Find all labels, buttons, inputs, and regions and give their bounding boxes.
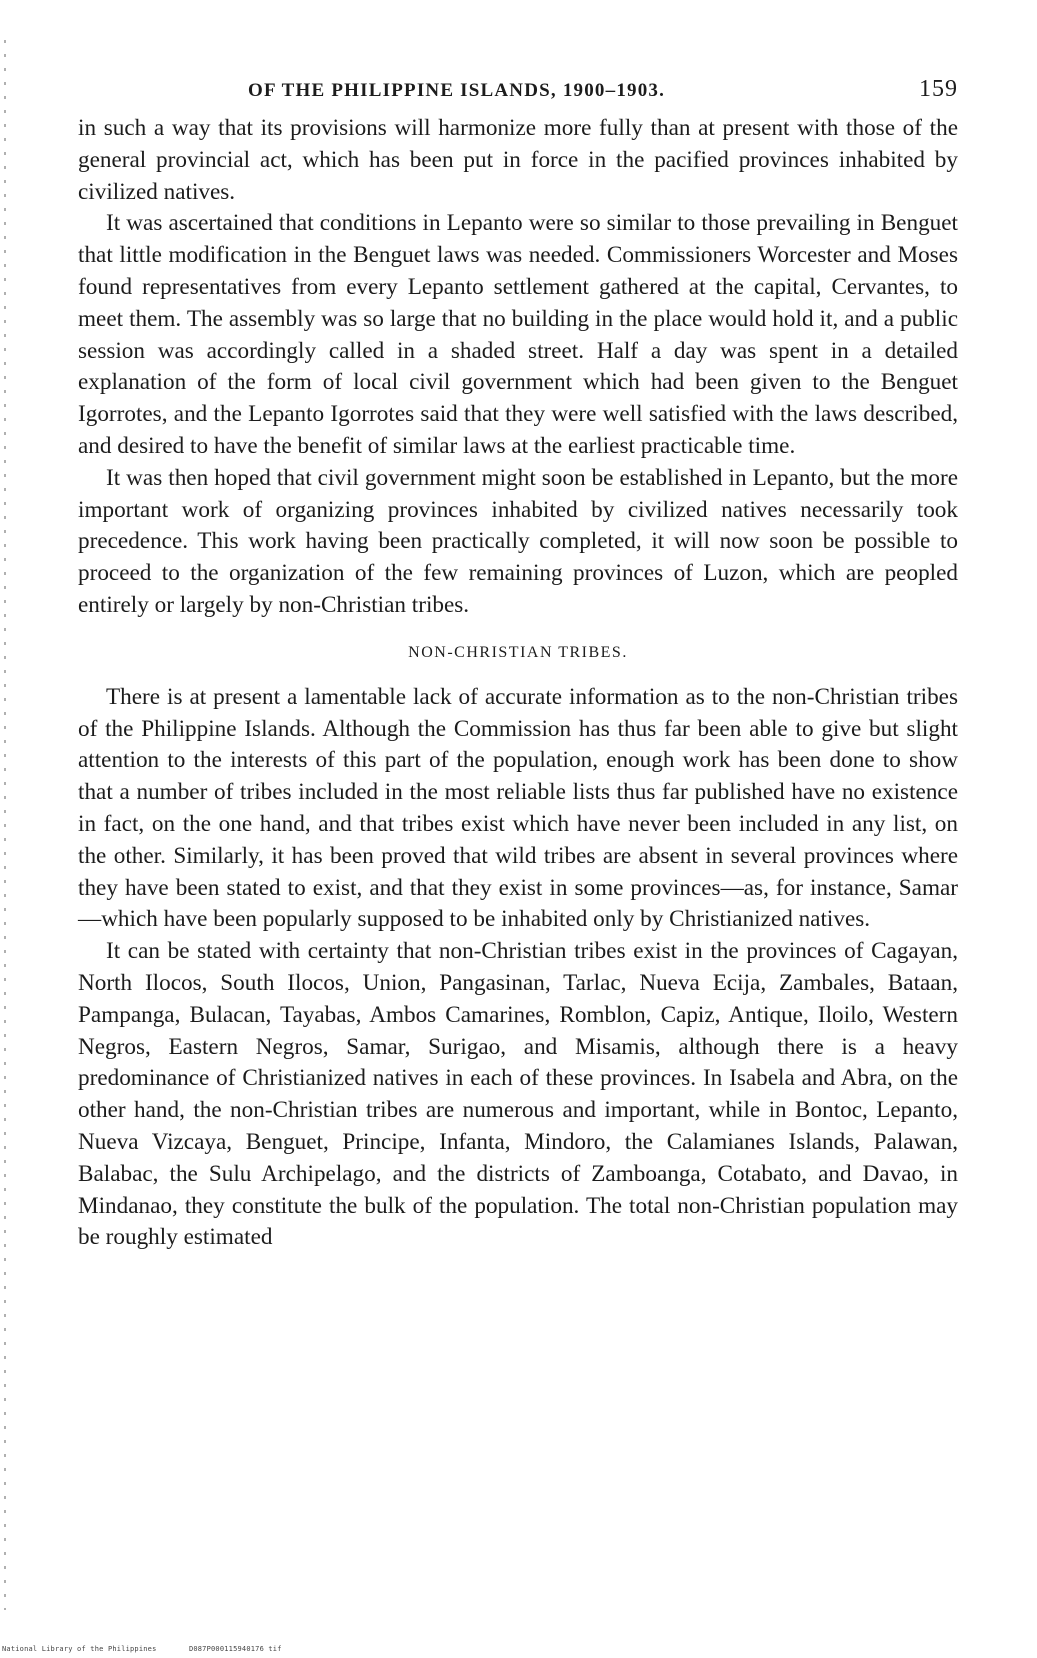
footer-library: National Library of the Philippines <box>2 1645 157 1653</box>
scan-footer <box>2 1645 310 1653</box>
section-heading: NON-CHRISTIAN TRIBES. <box>408 643 628 661</box>
paragraph-tribes-by-province: It can be stated with certainty that non-Christian tribes exist in the provinces of Cagayan, North Ilocos, South Ilocos, Union, Pangasinan, Tarlac, Nueva Ecija, Zambales, Bataan, Pampanga, Bulacan, Tayabas, Ambos Camarines, Romblon, Capiz, Antique, Iloilo, Western Negros, Eastern Negros, Samar, Surigao, and Misamis, although there is a heavy predominance of Christianized natives in each of these provinces. In Isabela and Abra, on the other hand, the non-Christian tribes are numerous and important, while in Bontoc, Lepanto, Nueva Vizcaya, Benguet, Principe, Infanta, Mindoro, the Calamianes Islands, Palawan, Balabac, the Sulu Archipelago, and the districts of Zamboanga, Cotabato, and Davao, in Mindanao, they constitute the bulk of the population. The total non-Christian population may be roughly estimated <box>78 938 958 1251</box>
left-margin-scan-artifact <box>4 40 6 1610</box>
paragraph-continued: in such a way that its provisions will harmonize more fully than at present with those of the general provincial act, which has been put in force in the pacified provinces inhabited by civilized natives. <box>78 115 958 205</box>
paragraph-lack-of-information: There is at present a lamentable lack of accurate information as to the non-Christian tribes of the Philippine Islands. Although the Commission has thus far been able to give but slight attention to the interests of this part of the population, enough work has been done to show that a number of tribes included in the most reliable lists thus far published have no existence in fact, on the one hand, and that tribes exist which have never been included in any list, on the other. Similarly, it has been proved that wild tribes are absent in several provinces where they have been stated to exist, and that they exist in some provinces—as, for instance, Samar—which have been popularly supposed to be inhabited only by Christianized natives. <box>78 683 958 933</box>
paragraph-lepanto-conditions: It was ascertained that conditions in Lepanto were so similar to those prevailing in Benguet that little modification in the Benguet laws was needed. Commissioners Worcester and Moses found representatives from every Lepanto settlement gathered at the capital, Cervantes, to meet them. The assembly was so large that no building in the place would hold it, and a public session was accordingly called in a shaded street. Half a day was spent in a detailed explanation of the form of local civil government which had been given to the Benguet Igorrotes, and the Lepanto Igorrotes said that they were well satisfied with the laws described, and desired to have the benefit of similar laws at the earliest practicable time. <box>78 210 958 459</box>
running-head-title: OF THE PHILIPPINE ISLANDS, 1900–1903. <box>248 80 666 101</box>
footer-file-id: D087P000115940176 tif <box>188 1645 282 1653</box>
running-head <box>78 76 958 110</box>
body-text <box>78 113 958 1254</box>
paragraph-civil-government: It was then hoped that civil government might soon be established in Lepanto, but the more important work of organizing provinces inhabited by civilized natives necessarily took precedence. This work having been practically completed, it will now soon be possible to proceed to the organization of the few remaining provinces of Luzon, which are peopled entirely or largely by non-Christian tribes. <box>78 464 958 618</box>
page-number: 159 <box>919 76 958 102</box>
